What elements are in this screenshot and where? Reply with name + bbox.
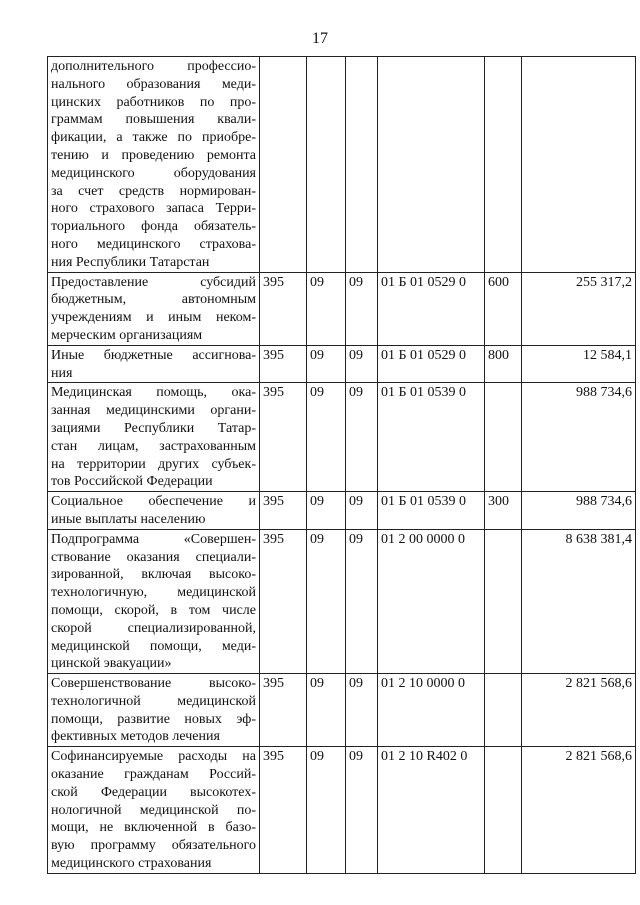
item-name-line: занная медицинскими органи- <box>51 403 256 419</box>
cell-ministry-code <box>260 57 307 273</box>
cell-target-article <box>378 57 485 273</box>
cell-section-code: 09 <box>307 345 346 383</box>
item-name-line: Софинансируемые расходы на <box>51 749 256 765</box>
cell-amount: 12 584,1 <box>522 345 636 383</box>
cell-expense-type: 600 <box>485 272 522 345</box>
cell-ministry-code: 395 <box>260 674 307 747</box>
cell-subsection-code <box>346 57 378 273</box>
cell-ministry-code: 395 <box>260 383 307 492</box>
cell-target-article: 01 2 10 0000 0 <box>378 674 485 747</box>
cell-target-article: 01 Б 01 0539 0 <box>378 383 485 492</box>
cell-ministry-code: 395 <box>260 529 307 673</box>
table-row <box>48 57 636 273</box>
cell-item-name <box>48 345 260 383</box>
item-name-line: технологичной медицинской <box>51 693 256 709</box>
item-name-line: стан лицам, застрахованным <box>51 438 256 454</box>
item-name-line: ториального фонда обязатель- <box>51 219 256 235</box>
cell-expense-type <box>485 529 522 673</box>
item-name-line: цинской эвакуации» <box>51 656 172 672</box>
cell-item-name <box>48 383 260 492</box>
cell-item-name <box>48 529 260 673</box>
item-name-line: граммам повышения квали- <box>51 112 256 128</box>
cell-expense-type <box>485 674 522 747</box>
item-name-line: нологичной медицинской по- <box>51 802 256 818</box>
cell-ministry-code: 395 <box>260 747 307 874</box>
item-name-line: Иные бюджетные ассигнова- <box>51 347 256 363</box>
cell-section-code: 09 <box>307 674 346 747</box>
cell-subsection-code: 09 <box>346 529 378 673</box>
table-row <box>48 674 636 747</box>
table-row <box>48 383 636 492</box>
item-name-line: ствование оказания специали- <box>51 549 256 565</box>
cell-subsection-code: 09 <box>346 674 378 747</box>
item-name-line: зациями Республики Татар- <box>51 420 256 436</box>
item-name-line: Предоставление субсидий <box>51 274 256 290</box>
table-body <box>48 57 636 874</box>
cell-subsection-code: 09 <box>346 747 378 874</box>
item-name-line: помощи, скорой, в том числе <box>51 602 256 618</box>
cell-target-article: 01 2 00 0000 0 <box>378 529 485 673</box>
item-name-line: мерческим организациям <box>51 327 203 343</box>
item-name-line: мощи, не включенной в базо- <box>51 820 256 836</box>
cell-subsection-code: 09 <box>346 383 378 492</box>
cell-subsection-code: 09 <box>346 345 378 383</box>
item-name-line: Подпрограмма «Совершен- <box>51 531 256 547</box>
item-name-line: бюджетным, автономным <box>51 292 256 308</box>
cell-target-article: 01 2 10 R402 0 <box>378 747 485 874</box>
item-name-line: оказание гражданам Россий- <box>51 767 256 783</box>
table-row <box>48 345 636 383</box>
cell-section-code: 09 <box>307 383 346 492</box>
cell-item-name <box>48 57 260 273</box>
item-name-line: нального образования меди- <box>51 76 256 92</box>
item-name-line: на территории других субъек- <box>51 456 256 472</box>
table-row <box>48 492 636 530</box>
item-name-line: зированной, включая высоко- <box>51 567 256 583</box>
item-name-line: медицинского оборудования <box>51 165 256 181</box>
cell-expense-type: 800 <box>485 345 522 383</box>
cell-amount: 988 734,6 <box>522 383 636 492</box>
cell-item-name <box>48 272 260 345</box>
item-name-line: Социальное обеспечение и <box>51 494 256 510</box>
cell-section-code: 09 <box>307 747 346 874</box>
item-name-line: Медицинская помощь, ока- <box>51 385 256 401</box>
cell-amount: 988 734,6 <box>522 492 636 530</box>
budget-table <box>47 56 636 874</box>
cell-item-name <box>48 674 260 747</box>
cell-amount: 8 638 381,4 <box>522 529 636 673</box>
cell-target-article: 01 Б 01 0529 0 <box>378 272 485 345</box>
item-name-line: ния <box>51 365 73 381</box>
cell-subsection-code: 09 <box>346 272 378 345</box>
item-name-line: цинских работников по про- <box>51 94 256 110</box>
cell-expense-type <box>485 747 522 874</box>
item-name-line: вую программу обязательного <box>51 838 256 854</box>
item-name-line: ного страхового запаса Терри- <box>51 201 256 217</box>
item-name-line: помощи, развитие новых эф- <box>51 711 256 727</box>
cell-section-code: 09 <box>307 272 346 345</box>
cell-item-name <box>48 747 260 874</box>
item-name-line: медицинской помощи, меди- <box>51 638 256 654</box>
table-row <box>48 747 636 874</box>
item-name-line: дополнительного профессио- <box>51 59 256 74</box>
item-name-line: Совершенствование высоко- <box>51 676 256 692</box>
cell-expense-type <box>485 383 522 492</box>
item-name-line: за счет средств нормирован- <box>51 183 256 199</box>
item-name-line: ской Федерации высокотех- <box>51 784 256 800</box>
cell-expense-type: 300 <box>485 492 522 530</box>
item-name-line: ного медицинского страхова- <box>51 236 256 252</box>
cell-ministry-code: 395 <box>260 492 307 530</box>
item-name-line: тов Российской Федерации <box>51 474 213 490</box>
cell-target-article: 01 Б 01 0529 0 <box>378 345 485 383</box>
item-name-line: медицинского страхования <box>51 856 212 872</box>
cell-expense-type <box>485 57 522 273</box>
cell-amount <box>522 57 636 273</box>
item-name-line: фективных методов лечения <box>51 729 220 745</box>
cell-amount: 255 317,2 <box>522 272 636 345</box>
cell-section-code <box>307 57 346 273</box>
cell-section-code: 09 <box>307 529 346 673</box>
cell-section-code: 09 <box>307 492 346 530</box>
page-number: 17 <box>312 30 328 47</box>
item-name-line: фикации, а также по приобре- <box>51 130 256 146</box>
cell-amount: 2 821 568,6 <box>522 747 636 874</box>
cell-ministry-code: 395 <box>260 345 307 383</box>
table-row <box>48 529 636 673</box>
item-name-line: тению и проведению ремонта <box>51 147 256 163</box>
cell-ministry-code: 395 <box>260 272 307 345</box>
item-name-line: ния Республики Татарстан <box>51 254 210 270</box>
cell-target-article: 01 Б 01 0539 0 <box>378 492 485 530</box>
cell-item-name <box>48 492 260 530</box>
item-name-line: учреждениям и иным неком- <box>51 310 256 326</box>
item-name-line: технологичную, медицинской <box>51 585 256 601</box>
item-name-line: иные выплаты населению <box>51 511 206 527</box>
item-name-line: скорой специализированной, <box>51 620 256 636</box>
table-row <box>48 272 636 345</box>
cell-amount: 2 821 568,6 <box>522 674 636 747</box>
cell-subsection-code: 09 <box>346 492 378 530</box>
